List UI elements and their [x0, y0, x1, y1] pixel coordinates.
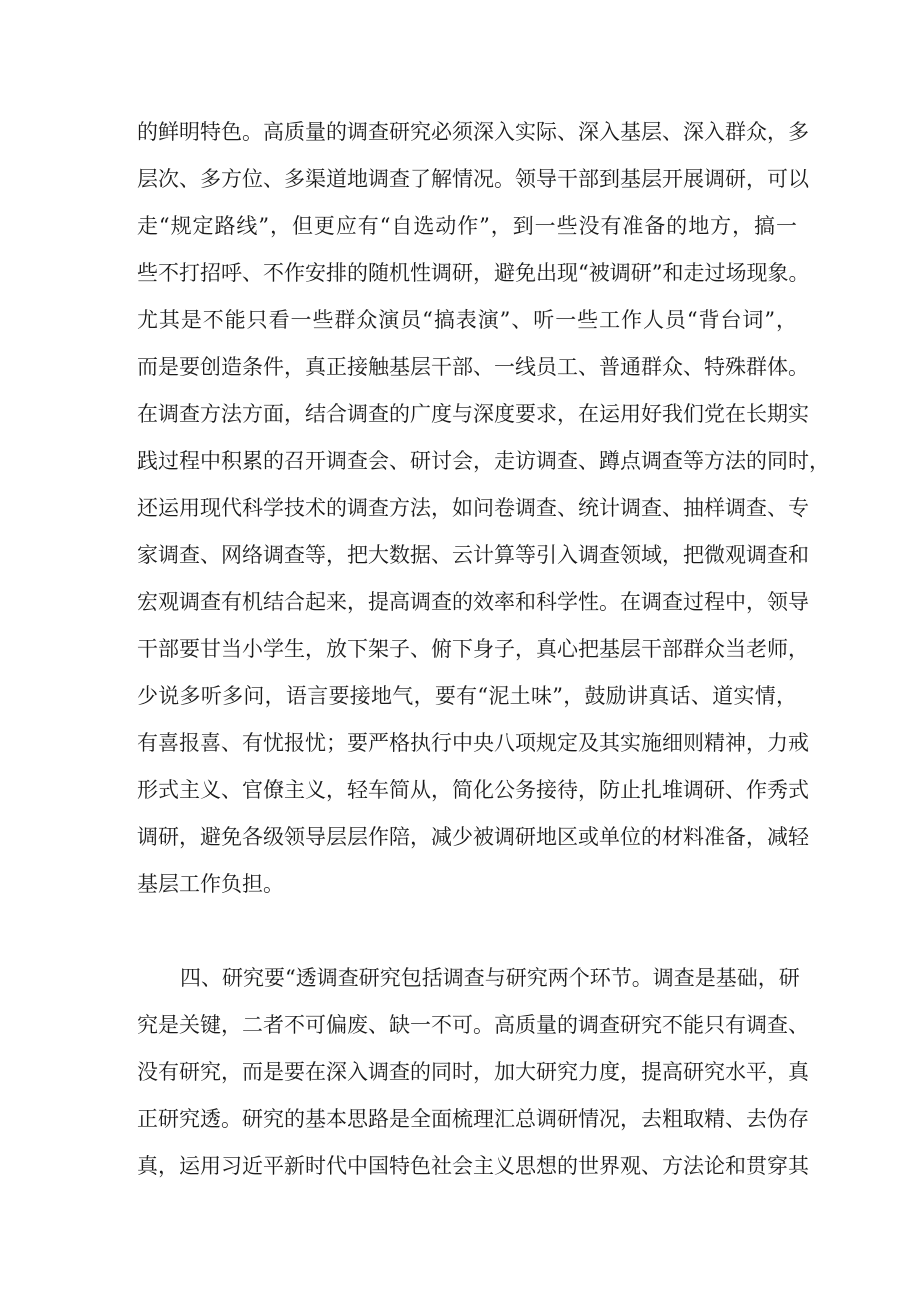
text-line: 尤其是不能只看一些群众演员“搞表演”、听一些工作人员“背台词”，: [137, 308, 797, 332]
text-line: 而是要创造条件，真正接触基层干部、一线员工、普通群众、特殊群体。: [137, 355, 809, 379]
text-line: 层次、多方位、多渠道地调查了解情况。领导干部到基层开展调研，可以: [137, 167, 809, 191]
text-line: 家调查、网络调查等，把大数据、云计算等引入调查领域，把微观调查和: [137, 543, 809, 567]
text-line: 调研，避免各级领导层层作陪，减少被调研地区或单位的材料准备，减轻: [137, 825, 809, 849]
section-heading-line: 四、研究要“透调查研究包括调查与研究两个环节。调查是基础，研: [180, 966, 800, 990]
text-line: 基层工作负担。: [137, 872, 284, 896]
text-line: 还运用现代科学技术的调查方法，如问卷调查、统计调查、抽样调查、专: [137, 496, 809, 520]
text-line: 的鲜明特色。高质量的调查研究必须深入实际、深入基层、深入群众，多: [137, 120, 809, 144]
text-line: 少说多听多问，语言要接地气，要有“泥土味”，鼓励讲真话、道实情，: [137, 684, 797, 708]
text-line: 有喜报喜、有忧报忧；要严格执行中央八项规定及其实施细则精神，力戒: [137, 731, 809, 755]
text-line: 没有研究，而是要在深入调查的同时，加大研究力度，提高研究水平，真: [137, 1060, 809, 1084]
text-line: 究是关键，二者不可偏废、缺一不可。高质量的调查研究不能只有调查、: [137, 1013, 809, 1037]
text-line: 宏观调查有机结合起来，提高调查的效率和科学性。在调查过程中，领导: [137, 590, 809, 614]
text-line: 形式主义、官僚主义，轻车简从，简化公务接待，防止扎堆调研、作秀式: [137, 778, 809, 802]
text-line: 真，运用习近平新时代中国特色社会主义思想的世界观、方法论和贯穿其: [137, 1154, 809, 1178]
text-line: 在调查方法方面，结合调查的广度与深度要求，在运用好我们党在长期实: [137, 402, 809, 426]
text-line: 走“规定路线”，但更应有“自选动作”，到一些没有准备的地方，搞一: [137, 214, 797, 238]
text-line: 正研究透。研究的基本思路是全面梳理汇总调研情况，去粗取精、去伪存: [137, 1107, 809, 1131]
text-line: 干部要甘当小学生，放下架子、俯下身子，真心把基层干部群众当老师，: [137, 637, 809, 661]
text-line: 些不打招呼、不作安排的随机性调研，避免出现“被调研”和走过场现象。: [137, 261, 810, 285]
text-line: 践过程中积累的召开调查会、研讨会，走访调查、蹲点调查等方法的同时，: [137, 449, 830, 473]
